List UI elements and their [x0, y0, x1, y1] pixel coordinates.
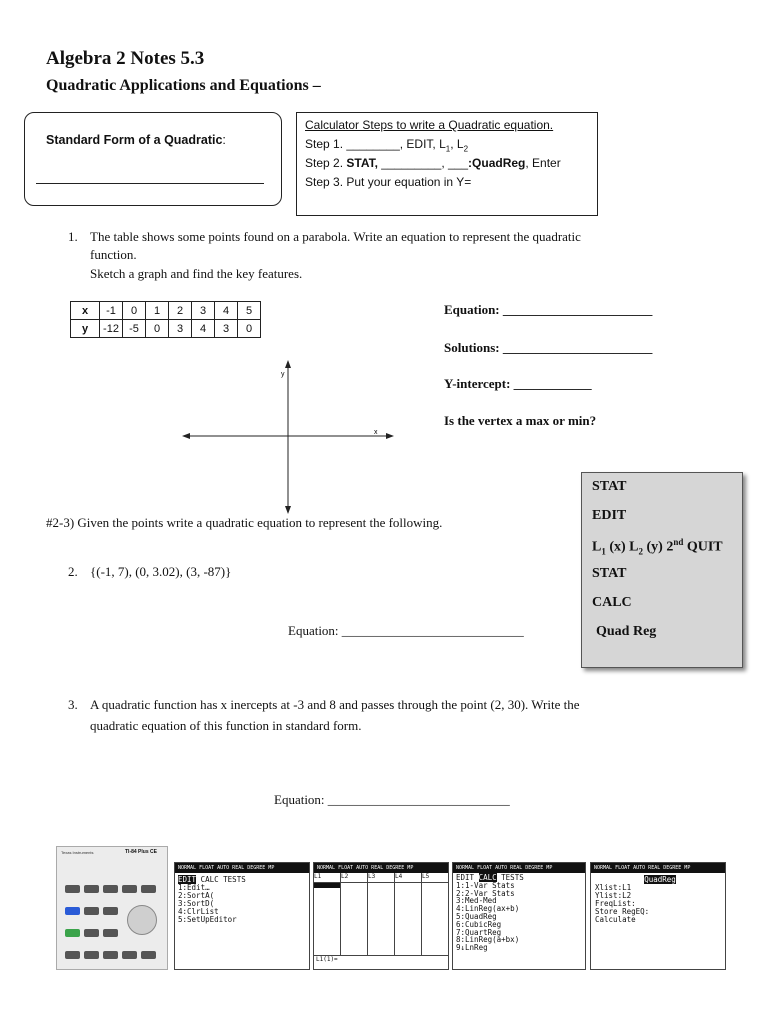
- table-header-x: x: [71, 302, 100, 320]
- calculator-image: [56, 846, 168, 970]
- stat-step-edit: EDIT: [592, 508, 627, 523]
- screen-menu-item-selected: 5:QuadReg: [456, 911, 497, 921]
- table-row-y: [71, 320, 261, 338]
- calculator-screen-list-editor: [313, 862, 449, 970]
- vertex-question: Is the vertex a max or min?: [444, 413, 597, 428]
- page-title: Algebra 2 Notes 5.3: [46, 48, 205, 69]
- calculator-steps-box: [296, 112, 598, 216]
- problem-2-number: 2.: [68, 564, 78, 579]
- instructions-2-3: #2-3) Given the points write a quadratic equation to represent the following.: [46, 515, 443, 530]
- calculator-screen-calc-menu: [452, 862, 586, 970]
- problem-3-text-line-2: quadratic equation of this function in standard form.: [90, 718, 362, 733]
- list-columns: [314, 883, 448, 955]
- table-cell: 5: [238, 302, 261, 320]
- x-axis-label: x: [374, 429, 378, 436]
- coordinate-axes: [180, 358, 400, 518]
- screen-quadreg-title: QuadReg: [644, 875, 676, 884]
- x-axis-arrow-right: [386, 433, 394, 439]
- table-cell: 1: [146, 302, 169, 320]
- problem-3-text-line-1: A quadratic function has x inercepts at -3 and 8 and passes through the point (2, 30). Write the: [90, 697, 580, 712]
- x-axis-arrow-left: [182, 433, 190, 439]
- problem-2-equation-blank: Equation: ____________________________: [288, 623, 524, 638]
- screen-status-bar: NORMAL FLOAT AUTO REAL DEGREE MP: [591, 863, 725, 873]
- table-cell: 0: [123, 302, 146, 320]
- stat-step-stat-2: STAT: [592, 566, 627, 581]
- standard-form-box: [24, 112, 282, 206]
- table-cell: 0: [238, 320, 261, 338]
- screen-menu-item: 2:SortA(: [178, 891, 215, 900]
- list-footer: L1(1)=: [314, 955, 448, 964]
- screen-menu-tabs: EDIT CALC TESTS: [178, 875, 246, 884]
- table-row-x: [71, 302, 261, 320]
- problem-3-equation-blank: Equation: ____________________________: [274, 792, 510, 807]
- calculator-steps-heading: Calculator Steps to write a Quadratic equation.: [305, 118, 554, 132]
- calculator-step-3: Step 3. Put your equation in Y=: [305, 175, 472, 189]
- equation-blank: Equation: _______________________: [444, 302, 653, 317]
- problem-3-number: 3.: [68, 697, 78, 712]
- table-cell: 4: [192, 320, 215, 338]
- stat-steps-box: [581, 472, 743, 668]
- problem-1-text-line-2: function.: [90, 247, 137, 262]
- table-cell: -1: [100, 302, 123, 320]
- dpad-icon: [127, 905, 157, 935]
- points-table: [70, 301, 261, 338]
- solutions-blank: Solutions: _______________________: [444, 340, 653, 355]
- calculator-step-2: Step 2. STAT, _________, ___:QuadReg, Enter: [305, 156, 561, 170]
- screen-menu-item: Ylist:L2: [595, 891, 632, 900]
- calculator-brand: Texas Instruments: [61, 850, 94, 855]
- y-axis-arrow-down: [285, 506, 291, 514]
- screen-menu-item: 6:CubicReg: [456, 919, 502, 929]
- calculator-screen-edit-menu: [174, 862, 310, 970]
- y-axis-arrow-up: [285, 360, 291, 368]
- screen-menu-item: 1:Edit…: [178, 883, 210, 892]
- table-cell: 4: [215, 302, 238, 320]
- screen-menu-item: 5:SetUpEditor: [178, 915, 237, 924]
- problem-1-text-line-3: Sketch a graph and find the key features.: [90, 266, 303, 281]
- problem-2-points: {(-1, 7), (0, 3.02), (3, -87)}: [90, 564, 232, 579]
- calculator-screen-quadreg: [590, 862, 726, 970]
- problem-1-text-line-1: The table shows some points found on a parabola. Write an equation to represent the quadratic: [90, 229, 581, 244]
- stat-step-lists: $L_1$ (x) $L_2$ (y) 2nd QUIT: [592, 537, 723, 557]
- screen-menu-tabs: EDIT CALC TESTS: [456, 873, 524, 882]
- calculator-step-1: Step 1. ________, EDIT, $L_1$, $L_2$: [305, 137, 469, 154]
- table-cell: -12: [100, 320, 123, 338]
- table-cell: 3: [169, 320, 192, 338]
- problem-1-number: 1.: [68, 229, 78, 244]
- table-cell: -5: [123, 320, 146, 338]
- screen-menu-item: 3:SortD(: [178, 899, 215, 908]
- screen-status-bar: NORMAL FLOAT AUTO REAL DEGREE MP: [175, 863, 309, 873]
- list-headers: L1 L2 L3 L4 L5: [314, 873, 448, 883]
- standard-form-answer-line: [36, 183, 264, 184]
- table-cell: 0: [146, 320, 169, 338]
- screen-menu-item: 7:QuartReg: [456, 927, 502, 937]
- y-intercept-blank: Y-intercept: ____________: [444, 376, 592, 391]
- screen-menu-item: 3:Med-Med: [456, 896, 497, 906]
- page-subtitle: Quadratic Applications and Equations –: [46, 77, 321, 94]
- screen-menu-item: 4:LinReg(ax+b): [456, 904, 520, 914]
- screen-menu-item: 4:ClrList: [178, 907, 219, 916]
- table-cell: 2: [169, 302, 192, 320]
- table-header-y: y: [71, 320, 100, 338]
- screen-menu-item: Store RegEQ:: [595, 907, 650, 916]
- screen-menu-item: FreqList:: [595, 899, 636, 908]
- stat-step-calc: CALC: [592, 595, 632, 610]
- screen-menu-item: 2:2-Var Stats: [456, 888, 515, 898]
- screen-menu-item: 8:LinReg(a+bx): [456, 935, 520, 945]
- stat-step-stat: STAT: [592, 479, 627, 494]
- y-axis-label: y: [281, 371, 285, 378]
- screen-status-bar: NORMAL FLOAT AUTO REAL DEGREE MP: [453, 863, 585, 873]
- stat-step-quadreg: Quad Reg: [596, 624, 657, 639]
- screen-menu-item: 1:1-Var Stats: [456, 880, 515, 890]
- calculator-model: TI-84 Plus CE: [125, 849, 157, 855]
- standard-form-label: Standard Form of a Quadratic:: [46, 133, 226, 147]
- table-cell: 3: [215, 320, 238, 338]
- screen-menu-item: Xlist:L1: [595, 883, 632, 892]
- screen-menu-item: 9↓LnReg: [456, 943, 488, 953]
- table-cell: 3: [192, 302, 215, 320]
- screen-status-bar: NORMAL FLOAT AUTO REAL DEGREE MP: [314, 863, 448, 873]
- screen-menu-item: Calculate: [595, 915, 636, 924]
